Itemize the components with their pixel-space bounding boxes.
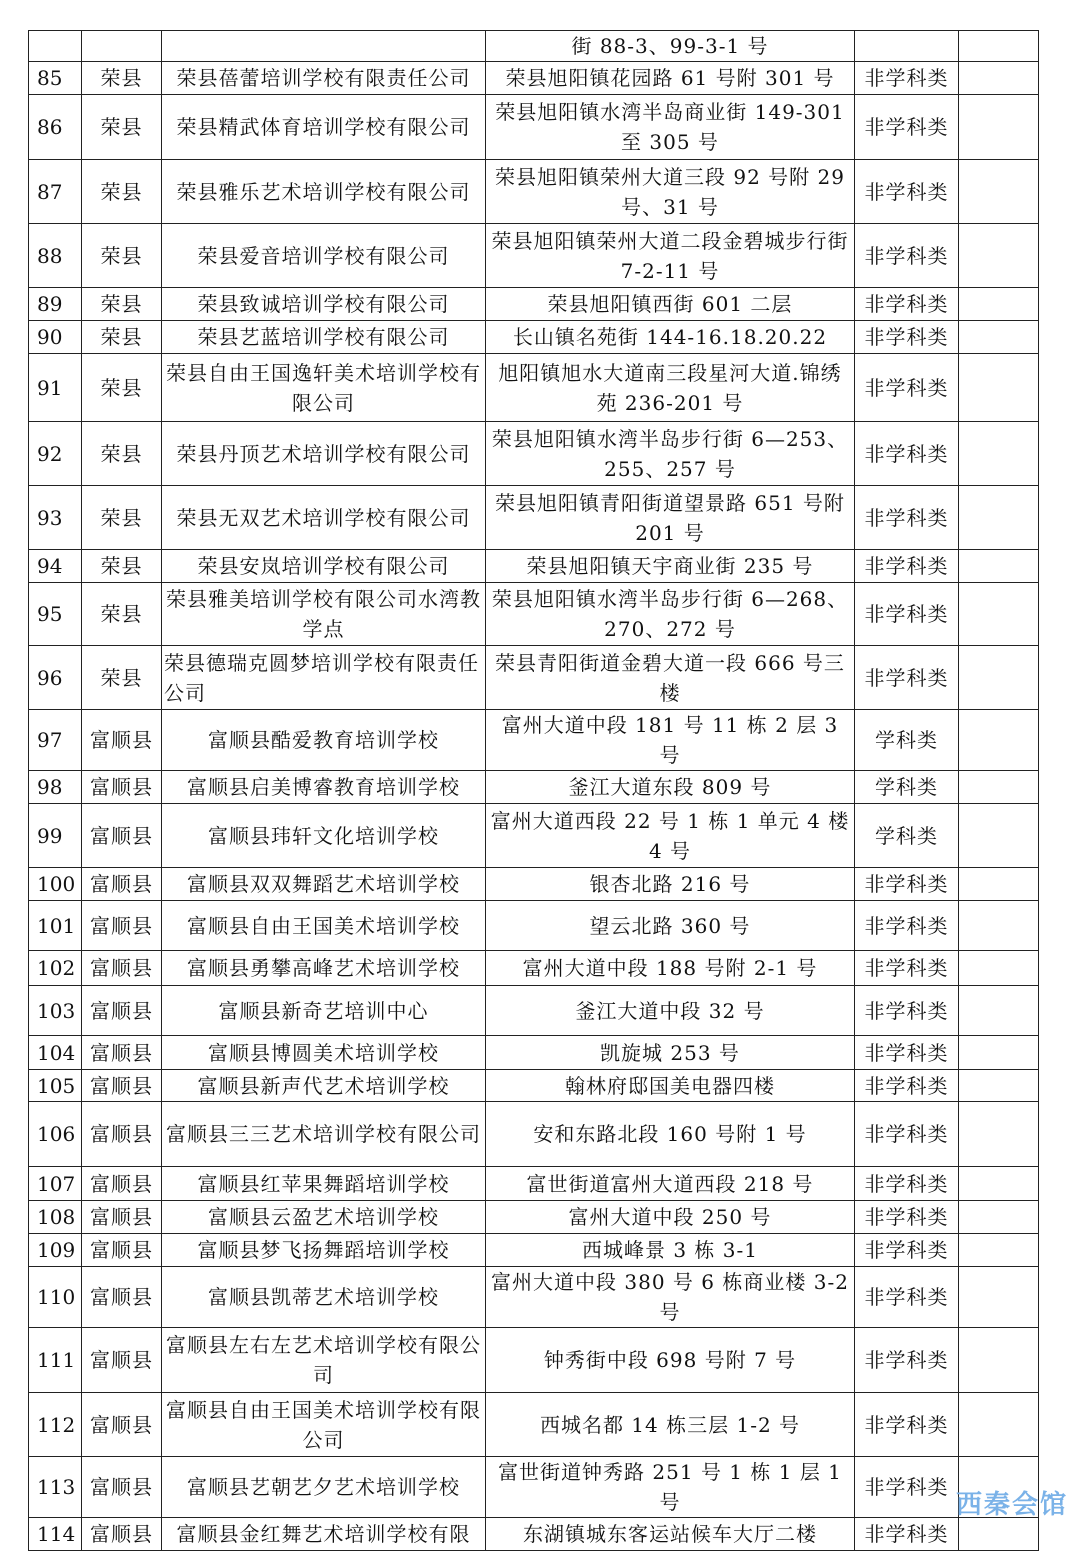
cell-number: 85 xyxy=(29,62,82,95)
table-row xyxy=(29,422,1039,486)
cell-address: 西城名都 14 栋三层 1-2 号 xyxy=(486,1393,855,1457)
cell-school-name: 荣县精武体育培训学校有限公司 xyxy=(162,95,486,160)
cell-remark xyxy=(959,95,1039,160)
cell-remark xyxy=(959,321,1039,354)
cell-school-name: 富顺县左右左艺术培训学校有限公司 xyxy=(162,1328,486,1393)
cell-remark xyxy=(959,804,1039,868)
cell-remark xyxy=(959,1518,1039,1551)
training-schools-table xyxy=(28,30,1039,1551)
cell-number: 86 xyxy=(29,95,82,160)
table-row xyxy=(29,1201,1039,1234)
cell-number: 100 xyxy=(29,868,82,901)
cell-remark xyxy=(959,354,1039,422)
cell-county: 富顺县 xyxy=(82,1457,162,1518)
table-row xyxy=(29,1457,1039,1518)
cell-category: 非学科类 xyxy=(855,1393,959,1457)
cell-county: 荣县 xyxy=(82,95,162,160)
cell-county: 富顺县 xyxy=(82,710,162,771)
cell-number: 111 xyxy=(29,1328,82,1393)
cell-county: 荣县 xyxy=(82,62,162,95)
table-row xyxy=(29,901,1039,951)
cell-number: 112 xyxy=(29,1393,82,1457)
table-row xyxy=(29,62,1039,95)
cell-county: 富顺县 xyxy=(82,1201,162,1234)
cell-remark xyxy=(959,771,1039,804)
cell-remark xyxy=(959,646,1039,710)
cell-category: 非学科类 xyxy=(855,1201,959,1234)
cell-county: 荣县 xyxy=(82,288,162,321)
cell-number: 90 xyxy=(29,321,82,354)
cell-category: 非学科类 xyxy=(855,486,959,550)
cell-county: 荣县 xyxy=(82,422,162,486)
watermark-logo: 西秦会馆 xyxy=(955,1490,1068,1520)
cell-category: 非学科类 xyxy=(855,1328,959,1393)
cell-school-name: 荣县雅美培训学校有限公司水湾教学点 xyxy=(162,583,486,646)
cell-address: 富州大道中段 250 号 xyxy=(486,1201,855,1234)
cell-number: 88 xyxy=(29,224,82,288)
cell-remark xyxy=(959,710,1039,771)
cell-school-name: 富顺县金红舞艺术培训学校有限 xyxy=(162,1518,486,1551)
cell-county: 荣县 xyxy=(82,486,162,550)
table-row xyxy=(29,868,1039,901)
cell-address: 钟秀街中段 698 号附 7 号 xyxy=(486,1328,855,1393)
cell-remark xyxy=(959,901,1039,951)
table-row xyxy=(29,646,1039,710)
cell-address: 釜江大道中段 32 号 xyxy=(486,986,855,1036)
cell-school-name: 富顺县红苹果舞蹈培训学校 xyxy=(162,1167,486,1201)
cell-county: 富顺县 xyxy=(82,1167,162,1201)
cell-county: 富顺县 xyxy=(82,868,162,901)
cell-county: 富顺县 xyxy=(82,771,162,804)
cell-remark xyxy=(959,1201,1039,1234)
cell-county: 富顺县 xyxy=(82,1234,162,1267)
cell-school-name: 富顺县勇攀高峰艺术培训学校 xyxy=(162,951,486,986)
cell-county: 富顺县 xyxy=(82,986,162,1036)
cell-category: 非学科类 xyxy=(855,321,959,354)
cell-school-name: 荣县蓓蕾培训学校有限责任公司 xyxy=(162,62,486,95)
cell-category: 非学科类 xyxy=(855,160,959,224)
cell-category: 非学科类 xyxy=(855,288,959,321)
cell-number: 96 xyxy=(29,646,82,710)
cell-address: 富世街道钟秀路 251 号 1 栋 1 层 1 号 xyxy=(486,1457,855,1518)
cell-remark xyxy=(959,224,1039,288)
cell-address: 富州大道中段 380 号 6 栋商业楼 3-2 号 xyxy=(486,1267,855,1328)
table-row xyxy=(29,771,1039,804)
cell-address: 凯旋城 253 号 xyxy=(486,1036,855,1070)
cell-category: 非学科类 xyxy=(855,95,959,160)
cell-county: 富顺县 xyxy=(82,804,162,868)
cell-county: 富顺县 xyxy=(82,1102,162,1167)
cell-county: 荣县 xyxy=(82,321,162,354)
cell-school-name: 富顺县三三艺术培训学校有限公司 xyxy=(162,1102,486,1167)
cell-number: 113 xyxy=(29,1457,82,1518)
cell-number xyxy=(29,31,82,62)
cell-category xyxy=(855,31,959,62)
cell-category: 非学科类 xyxy=(855,951,959,986)
cell-address: 荣县青阳街道金碧大道一段 666 号三楼 xyxy=(486,646,855,710)
cell-number: 104 xyxy=(29,1036,82,1070)
cell-category: 非学科类 xyxy=(855,1036,959,1070)
cell-address: 荣县旭阳镇花园路 61 号附 301 号 xyxy=(486,62,855,95)
cell-county: 荣县 xyxy=(82,224,162,288)
table-row xyxy=(29,1070,1039,1102)
table-row xyxy=(29,550,1039,583)
table-row xyxy=(29,321,1039,354)
cell-address: 东湖镇城东客运站候车大厅二楼 xyxy=(486,1518,855,1551)
table-row xyxy=(29,710,1039,771)
cell-county: 富顺县 xyxy=(82,1267,162,1328)
cell-remark xyxy=(959,550,1039,583)
cell-remark xyxy=(959,62,1039,95)
table-row xyxy=(29,1234,1039,1267)
cell-address: 银杏北路 216 号 xyxy=(486,868,855,901)
cell-address: 长山镇名苑街 144-16.18.20.22 xyxy=(486,321,855,354)
cell-category: 非学科类 xyxy=(855,583,959,646)
cell-number: 93 xyxy=(29,486,82,550)
cell-address: 安和东路北段 160 号附 1 号 xyxy=(486,1102,855,1167)
cell-school-name: 富顺县云盈艺术培训学校 xyxy=(162,1201,486,1234)
cell-category: 非学科类 xyxy=(855,422,959,486)
cell-remark xyxy=(959,583,1039,646)
cell-category: 非学科类 xyxy=(855,1102,959,1167)
cell-address: 富州大道中段 188 号附 2-1 号 xyxy=(486,951,855,986)
cell-address: 荣县旭阳镇水湾半岛步行街 6—268、270、272 号 xyxy=(486,583,855,646)
table-row xyxy=(29,1102,1039,1167)
cell-category: 非学科类 xyxy=(855,1457,959,1518)
cell-category: 非学科类 xyxy=(855,224,959,288)
cell-address: 荣县旭阳镇天宇商业街 235 号 xyxy=(486,550,855,583)
cell-address: 荣县旭阳镇水湾半岛步行街 6—253、255、257 号 xyxy=(486,422,855,486)
cell-school-name: 富顺县酷爱教育培训学校 xyxy=(162,710,486,771)
cell-category: 非学科类 xyxy=(855,1167,959,1201)
cell-remark xyxy=(959,1234,1039,1267)
cell-category: 非学科类 xyxy=(855,354,959,422)
cell-address: 翰林府邸国美电器四楼 xyxy=(486,1070,855,1102)
cell-category: 非学科类 xyxy=(855,62,959,95)
table-row xyxy=(29,1036,1039,1070)
cell-number: 97 xyxy=(29,710,82,771)
cell-school-name: 富顺县新声代艺术培训学校 xyxy=(162,1070,486,1102)
cell-school-name: 富顺县自由王国美术培训学校 xyxy=(162,901,486,951)
table-row xyxy=(29,160,1039,224)
cell-number: 110 xyxy=(29,1267,82,1328)
cell-county: 富顺县 xyxy=(82,1393,162,1457)
table-row xyxy=(29,583,1039,646)
cell-category: 学科类 xyxy=(855,771,959,804)
cell-remark xyxy=(959,422,1039,486)
cell-number: 114 xyxy=(29,1518,82,1551)
cell-category: 学科类 xyxy=(855,804,959,868)
cell-category: 非学科类 xyxy=(855,1518,959,1551)
cell-category: 学科类 xyxy=(855,710,959,771)
cell-address: 荣县旭阳镇水湾半岛商业街 149-301 至 305 号 xyxy=(486,95,855,160)
cell-number: 101 xyxy=(29,901,82,951)
cell-school-name: 富顺县双双舞蹈艺术培训学校 xyxy=(162,868,486,901)
table-row xyxy=(29,1267,1039,1328)
cell-address: 釜江大道东段 809 号 xyxy=(486,771,855,804)
cell-remark xyxy=(959,1102,1039,1167)
cell-school-name: 荣县安岚培训学校有限公司 xyxy=(162,550,486,583)
cell-category: 非学科类 xyxy=(855,901,959,951)
cell-number: 95 xyxy=(29,583,82,646)
cell-address: 旭阳镇旭水大道南三段星河大道.锦绣苑 236-201 号 xyxy=(486,354,855,422)
cell-county: 荣县 xyxy=(82,583,162,646)
cell-school-name: 荣县德瑞克圆梦培训学校有限责任公司 xyxy=(162,646,486,710)
cell-county: 富顺县 xyxy=(82,1518,162,1551)
cell-county: 富顺县 xyxy=(82,1036,162,1070)
cell-number: 92 xyxy=(29,422,82,486)
cell-number: 107 xyxy=(29,1167,82,1201)
cell-school-name: 富顺县玮轩文化培训学校 xyxy=(162,804,486,868)
cell-address: 西城峰景 3 栋 3-1 xyxy=(486,1234,855,1267)
table-row xyxy=(29,804,1039,868)
cell-school-name: 荣县艺蓝培训学校有限公司 xyxy=(162,321,486,354)
cell-number: 99 xyxy=(29,804,82,868)
cell-remark xyxy=(959,1267,1039,1328)
cell-number: 87 xyxy=(29,160,82,224)
cell-remark xyxy=(959,1070,1039,1102)
cell-address: 荣县旭阳镇荣州大道二段金碧城步行街 7-2-11 号 xyxy=(486,224,855,288)
cell-address: 荣县旭阳镇青阳街道望景路 651 号附 201 号 xyxy=(486,486,855,550)
cell-county: 荣县 xyxy=(82,550,162,583)
cell-school-name: 富顺县梦飞扬舞蹈培训学校 xyxy=(162,1234,486,1267)
table-row xyxy=(29,1518,1039,1551)
cell-number: 91 xyxy=(29,354,82,422)
cell-remark xyxy=(959,986,1039,1036)
table-body xyxy=(29,31,1039,1551)
cell-number: 98 xyxy=(29,771,82,804)
cell-county: 富顺县 xyxy=(82,1328,162,1393)
cell-address: 荣县旭阳镇西街 601 二层 xyxy=(486,288,855,321)
cell-remark xyxy=(959,1393,1039,1457)
table-row xyxy=(29,951,1039,986)
cell-remark xyxy=(959,486,1039,550)
cell-school-name: 富顺县自由王国美术培训学校有限公司 xyxy=(162,1393,486,1457)
cell-category: 非学科类 xyxy=(855,986,959,1036)
table-row xyxy=(29,95,1039,160)
cell-county: 荣县 xyxy=(82,354,162,422)
cell-number: 105 xyxy=(29,1070,82,1102)
cell-school-name xyxy=(162,31,486,62)
cell-number: 109 xyxy=(29,1234,82,1267)
cell-remark xyxy=(959,160,1039,224)
cell-county: 荣县 xyxy=(82,160,162,224)
table-row xyxy=(29,1393,1039,1457)
table-row xyxy=(29,1167,1039,1201)
cell-category: 非学科类 xyxy=(855,1267,959,1328)
cell-number: 102 xyxy=(29,951,82,986)
cell-category: 非学科类 xyxy=(855,1070,959,1102)
cell-county: 富顺县 xyxy=(82,901,162,951)
cell-county: 荣县 xyxy=(82,646,162,710)
cell-remark xyxy=(959,951,1039,986)
cell-address: 富州大道中段 181 号 11 栋 2 层 3 号 xyxy=(486,710,855,771)
cell-school-name: 荣县丹顶艺术培训学校有限公司 xyxy=(162,422,486,486)
cell-category: 非学科类 xyxy=(855,868,959,901)
cell-address: 富世街道富州大道西段 218 号 xyxy=(486,1167,855,1201)
cell-school-name: 荣县爱音培训学校有限公司 xyxy=(162,224,486,288)
table-row xyxy=(29,1328,1039,1393)
cell-number: 89 xyxy=(29,288,82,321)
cell-school-name: 富顺县新奇艺培训中心 xyxy=(162,986,486,1036)
cell-remark xyxy=(959,31,1039,62)
cell-number: 108 xyxy=(29,1201,82,1234)
cell-school-name: 富顺县凯蒂艺术培训学校 xyxy=(162,1267,486,1328)
cell-category: 非学科类 xyxy=(855,646,959,710)
cell-school-name: 富顺县艺朝艺夕艺术培训学校 xyxy=(162,1457,486,1518)
table-row xyxy=(29,986,1039,1036)
cell-county xyxy=(82,31,162,62)
cell-county: 富顺县 xyxy=(82,1070,162,1102)
table-row xyxy=(29,288,1039,321)
cell-school-name: 荣县自由王国逸轩美术培训学校有限公司 xyxy=(162,354,486,422)
table-row xyxy=(29,354,1039,422)
cell-school-name: 荣县雅乐艺术培训学校有限公司 xyxy=(162,160,486,224)
table-row xyxy=(29,224,1039,288)
cell-address: 街 88-3、99-3-1 号 xyxy=(486,31,855,62)
cell-category: 非学科类 xyxy=(855,1234,959,1267)
cell-category: 非学科类 xyxy=(855,550,959,583)
cell-school-name: 富顺县启美博睿教育培训学校 xyxy=(162,771,486,804)
table-row xyxy=(29,486,1039,550)
cell-address: 荣县旭阳镇荣州大道三段 92 号附 29 号、31 号 xyxy=(486,160,855,224)
table-row xyxy=(29,31,1039,62)
cell-remark xyxy=(959,1167,1039,1201)
cell-remark xyxy=(959,868,1039,901)
cell-number: 106 xyxy=(29,1102,82,1167)
cell-address: 望云北路 360 号 xyxy=(486,901,855,951)
cell-county: 富顺县 xyxy=(82,951,162,986)
cell-remark xyxy=(959,1036,1039,1070)
cell-school-name: 荣县无双艺术培训学校有限公司 xyxy=(162,486,486,550)
cell-school-name: 荣县致诚培训学校有限公司 xyxy=(162,288,486,321)
cell-number: 103 xyxy=(29,986,82,1036)
cell-number: 94 xyxy=(29,550,82,583)
cell-school-name: 富顺县博圆美术培训学校 xyxy=(162,1036,486,1070)
cell-remark xyxy=(959,1328,1039,1393)
cell-remark xyxy=(959,288,1039,321)
cell-address: 富州大道西段 22 号 1 栋 1 单元 4 楼 4 号 xyxy=(486,804,855,868)
